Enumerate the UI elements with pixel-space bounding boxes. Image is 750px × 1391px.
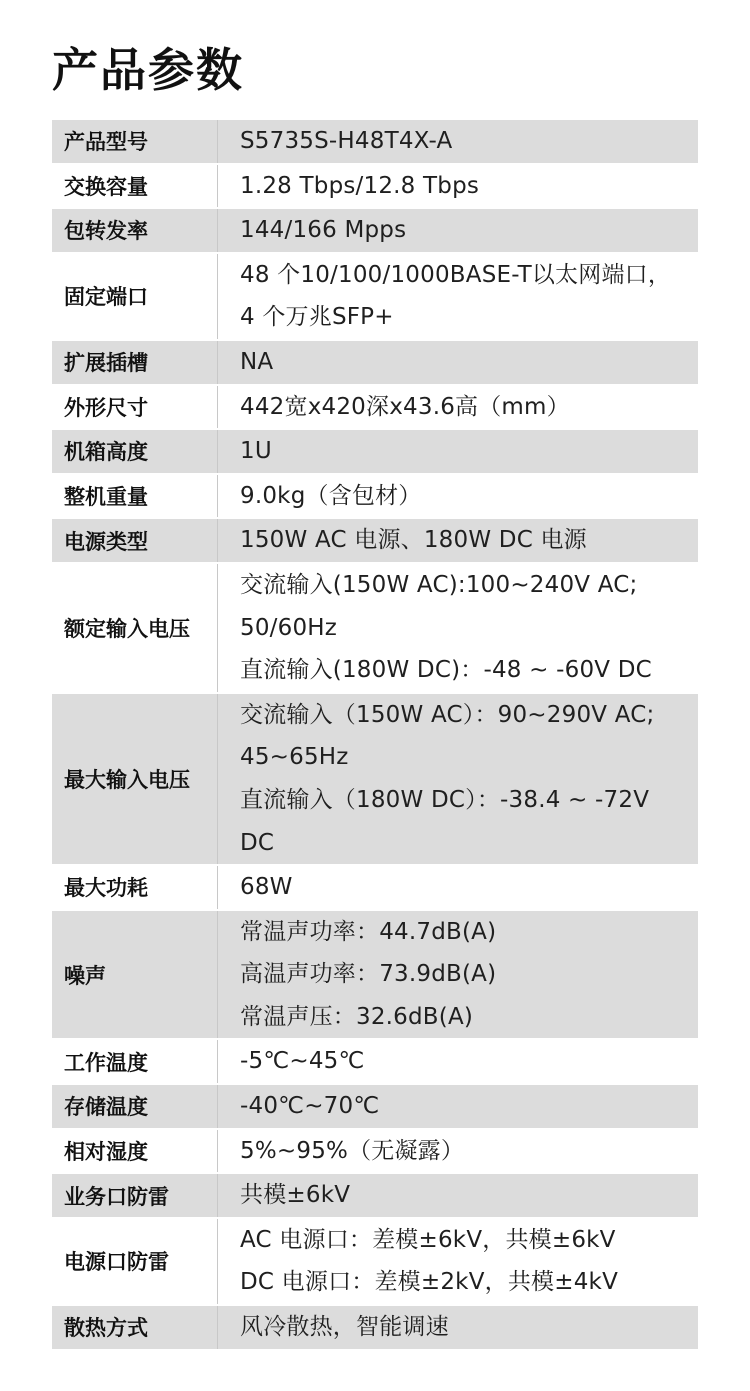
spec-value-line: 1.28 Tbps/12.8 Tbps (240, 172, 480, 199)
spec-table (52, 120, 698, 1351)
spec-value (218, 386, 698, 429)
spec-value (218, 475, 698, 518)
spec-value (218, 1040, 698, 1083)
spec-label: 电源类型 (52, 519, 218, 562)
spec-value-line: 1U (240, 438, 272, 465)
spec-row (52, 694, 698, 866)
spec-value (218, 430, 698, 473)
spec-label: 电源口防雷 (52, 1219, 218, 1304)
page-title: 产品参数 (52, 43, 244, 97)
spec-value-line: 48 个10/100/1000BASE-T以太网端口， (240, 261, 672, 288)
spec-label: 最大输入电压 (52, 694, 218, 864)
spec-value-line: 常温声压：32.6dB(A) (240, 1003, 474, 1030)
spec-value-line: 442宽x420深x43.6高（mm） (240, 393, 570, 420)
spec-label: 外形尺寸 (52, 386, 218, 429)
spec-row (52, 1040, 698, 1085)
spec-row (52, 209, 698, 254)
spec-value-line: 高温声功率：73.9dB(A) (240, 961, 497, 988)
spec-value-line: 4 个万兆SFP+ (240, 304, 394, 331)
spec-value-line: 68W (240, 874, 293, 901)
spec-value-line: 交流输入（150W AC）：90~290V AC; (240, 701, 655, 728)
spec-value-line: 共模±6kV (240, 1182, 351, 1209)
spec-value-line: 风冷散热，智能调速 (240, 1314, 449, 1341)
spec-row (52, 254, 698, 341)
spec-value-line: S5735S-H48T4X-A (240, 128, 453, 154)
spec-value-line: -40℃~70℃ (240, 1093, 380, 1120)
spec-value (218, 1306, 698, 1349)
spec-row (52, 911, 698, 1041)
spec-label: 噪声 (52, 911, 218, 1039)
spec-value-line: 交流输入(150W AC):100~240V AC; (240, 571, 638, 598)
spec-row (52, 1219, 698, 1306)
spec-label: 整机重量 (52, 475, 218, 518)
spec-value-line: 50/60Hz (240, 614, 338, 641)
spec-label: 业务口防雷 (52, 1174, 218, 1217)
spec-value (218, 165, 698, 208)
spec-label: 存储温度 (52, 1085, 218, 1128)
spec-row (52, 120, 698, 165)
spec-value (218, 564, 698, 692)
spec-label: 产品型号 (52, 120, 218, 163)
spec-row (52, 475, 698, 520)
spec-value (218, 694, 698, 864)
spec-row (52, 341, 698, 386)
spec-value (218, 1130, 698, 1173)
spec-value (218, 1085, 698, 1128)
spec-value-line: -5℃~45℃ (240, 1048, 365, 1075)
spec-value (218, 1219, 698, 1304)
spec-value-line: AC 电源口：差模±6kV，共模±6kV (240, 1226, 616, 1253)
spec-value-line: 45~65Hz (240, 744, 349, 771)
spec-row (52, 564, 698, 694)
spec-value-line: 常温声功率：44.7dB(A) (240, 918, 497, 945)
spec-label: 最大功耗 (52, 866, 218, 909)
spec-value-line: 直流输入(180W DC)：-48 ~ -60V DC (240, 657, 652, 684)
spec-value-line: 9.0kg（含包材） (240, 482, 422, 509)
spec-row (52, 386, 698, 431)
spec-value (218, 209, 698, 252)
spec-value-line: 144/166 Mpps (240, 217, 407, 244)
spec-value-line: DC (240, 829, 275, 856)
spec-label: 工作温度 (52, 1040, 218, 1083)
spec-row (52, 1306, 698, 1351)
spec-label: 散热方式 (52, 1306, 218, 1349)
spec-label: 额定输入电压 (52, 564, 218, 692)
spec-row (52, 430, 698, 475)
spec-value-line: 150W AC 电源、180W DC 电源 (240, 527, 587, 554)
spec-value (218, 519, 698, 562)
spec-label: 扩展插槽 (52, 341, 218, 384)
spec-value-line: NA (240, 348, 274, 375)
spec-row (52, 519, 698, 564)
spec-row (52, 866, 698, 911)
spec-value (218, 911, 698, 1039)
spec-value (218, 1174, 698, 1217)
spec-label: 机箱高度 (52, 430, 218, 473)
spec-value-line: DC 电源口：差模±2kV，共模±4kV (240, 1269, 618, 1296)
spec-label: 固定端口 (52, 254, 218, 339)
spec-row (52, 1174, 698, 1219)
spec-label: 相对湿度 (52, 1130, 218, 1173)
spec-row (52, 1130, 698, 1175)
spec-value (218, 254, 698, 339)
spec-label: 包转发率 (52, 209, 218, 252)
spec-value-line: 5%~95%（无凝露） (240, 1137, 465, 1164)
spec-value (218, 866, 698, 909)
spec-value (218, 341, 698, 384)
spec-value-line: 直流输入（180W DC）：-38.4 ~ -72V (240, 786, 650, 813)
spec-value (218, 120, 698, 163)
spec-row (52, 165, 698, 210)
spec-row (52, 1085, 698, 1130)
spec-label: 交换容量 (52, 165, 218, 208)
